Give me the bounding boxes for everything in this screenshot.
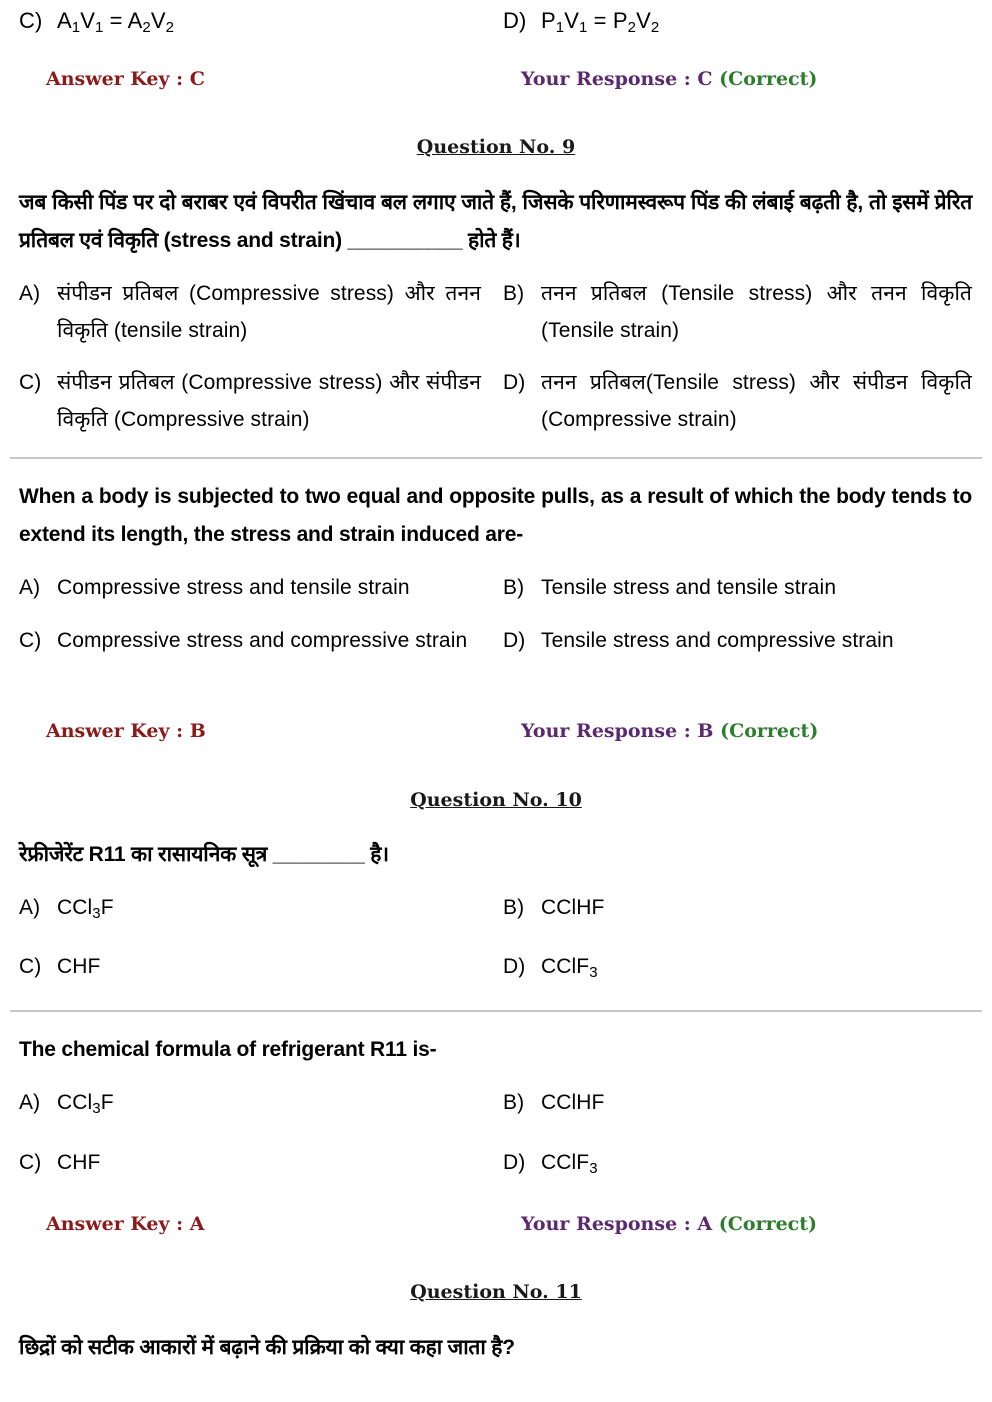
response-status: (Correct) — [718, 1213, 818, 1235]
option-label: C) — [19, 629, 42, 652]
option-label: B) — [503, 282, 525, 305]
option-text: Compressive stress and compressive strain — [57, 629, 468, 652]
question-number-9: Question No. 9 — [416, 136, 576, 158]
option-text: CHF — [57, 955, 101, 978]
your-response-9: Your Response : B (Correct) — [521, 720, 819, 742]
question-number-10: Question No. 10 — [410, 789, 582, 811]
option-label: A) — [19, 282, 41, 305]
option-text: CClHF — [541, 1091, 605, 1114]
option-label: A) — [19, 1091, 41, 1114]
option-label: B) — [503, 576, 525, 599]
answer-key-8: Answer Key : C — [46, 68, 205, 90]
option-label: D) — [503, 1151, 526, 1174]
option-label: A) — [19, 896, 41, 919]
answer-key-10: Answer Key : A — [46, 1213, 205, 1235]
option-text: CClF$_3$ — [541, 1151, 598, 1177]
question-9-english: When a body is subjected to two equal and opposite pulls, as a result of which the body tends to extend its length, the stress and strain induced are- — [19, 485, 972, 546]
option-text: CClF$_3$ — [541, 955, 598, 981]
option-label: A) — [19, 576, 41, 599]
option-text: Compressive stress and tensile strain — [57, 576, 410, 599]
option-text: CClHF — [541, 896, 605, 919]
option-text: CHF — [57, 1151, 101, 1174]
option-text: Tensile stress and compressive strain — [541, 629, 894, 652]
option-label: C) — [19, 955, 42, 978]
option-label: C) — [19, 371, 42, 394]
option-label: D) — [503, 371, 526, 394]
option-text: CCl$_3$F — [57, 896, 114, 922]
option-label: D) — [503, 955, 526, 978]
option-label: C) — [19, 8, 43, 33]
section-divider — [10, 457, 982, 459]
option-label: D) — [503, 8, 527, 33]
question-10-english: The chemical formula of refrigerant R11 is- — [19, 1038, 437, 1061]
option-text: CCl$_3$F — [57, 1091, 114, 1117]
option-label: B) — [503, 896, 525, 919]
response-status: (Correct) — [719, 68, 818, 90]
option-label: B) — [503, 1091, 525, 1114]
option-text: $A_1V_1 = A_2V_2$ — [57, 8, 175, 36]
option-text: तनन प्रतिबल(Tensile stress) और संपीडन विकृति (Compressive strain) — [541, 371, 972, 431]
option-label: C) — [19, 1151, 42, 1174]
question-11-hindi: छिद्रों को सटीक आकारों में बढ़ाने की प्रक्रिया को क्या कहा जाता है? — [19, 1336, 515, 1359]
your-response-10: Your Response : A (Correct) — [521, 1213, 818, 1235]
answer-key-9: Answer Key : B — [46, 720, 206, 742]
option-text: तनन प्रतिबल (Tensile stress) और तनन विकृति (Tensile strain) — [541, 282, 972, 342]
question-9-hindi: जब किसी पिंड पर दो बराबर एवं विपरीत खिंचाव बल लगाए जाते हैं, जिसके परिणामस्वरूप पिंड की लंबाई बढ़ती है, तो इसमें प्रेरित प्रतिबल एवं विकृति (stress and strain) __________ होते हैं। — [19, 191, 972, 252]
response-status: (Correct) — [720, 720, 819, 742]
section-divider — [10, 1010, 982, 1012]
option-text: संपीडन प्रतिबल (Compressive stress) और संपीडन विकृति (Compressive strain) — [57, 371, 481, 431]
option-text: $P_1V_1 = P_2V_2$ — [541, 8, 660, 36]
question-number-11: Question No. 11 — [410, 1281, 582, 1303]
option-text: Tensile stress and tensile strain — [541, 576, 837, 599]
option-label: D) — [503, 629, 526, 652]
your-response-8: Your Response : C (Correct) — [521, 68, 818, 90]
option-text: संपीडन प्रतिबल (Compressive stress) और तनन विकृति (tensile strain) — [57, 282, 481, 342]
question-10-hindi: रेफ्रीजेरेंट R11 का रासायनिक सूत्र ________ है। — [19, 843, 389, 866]
